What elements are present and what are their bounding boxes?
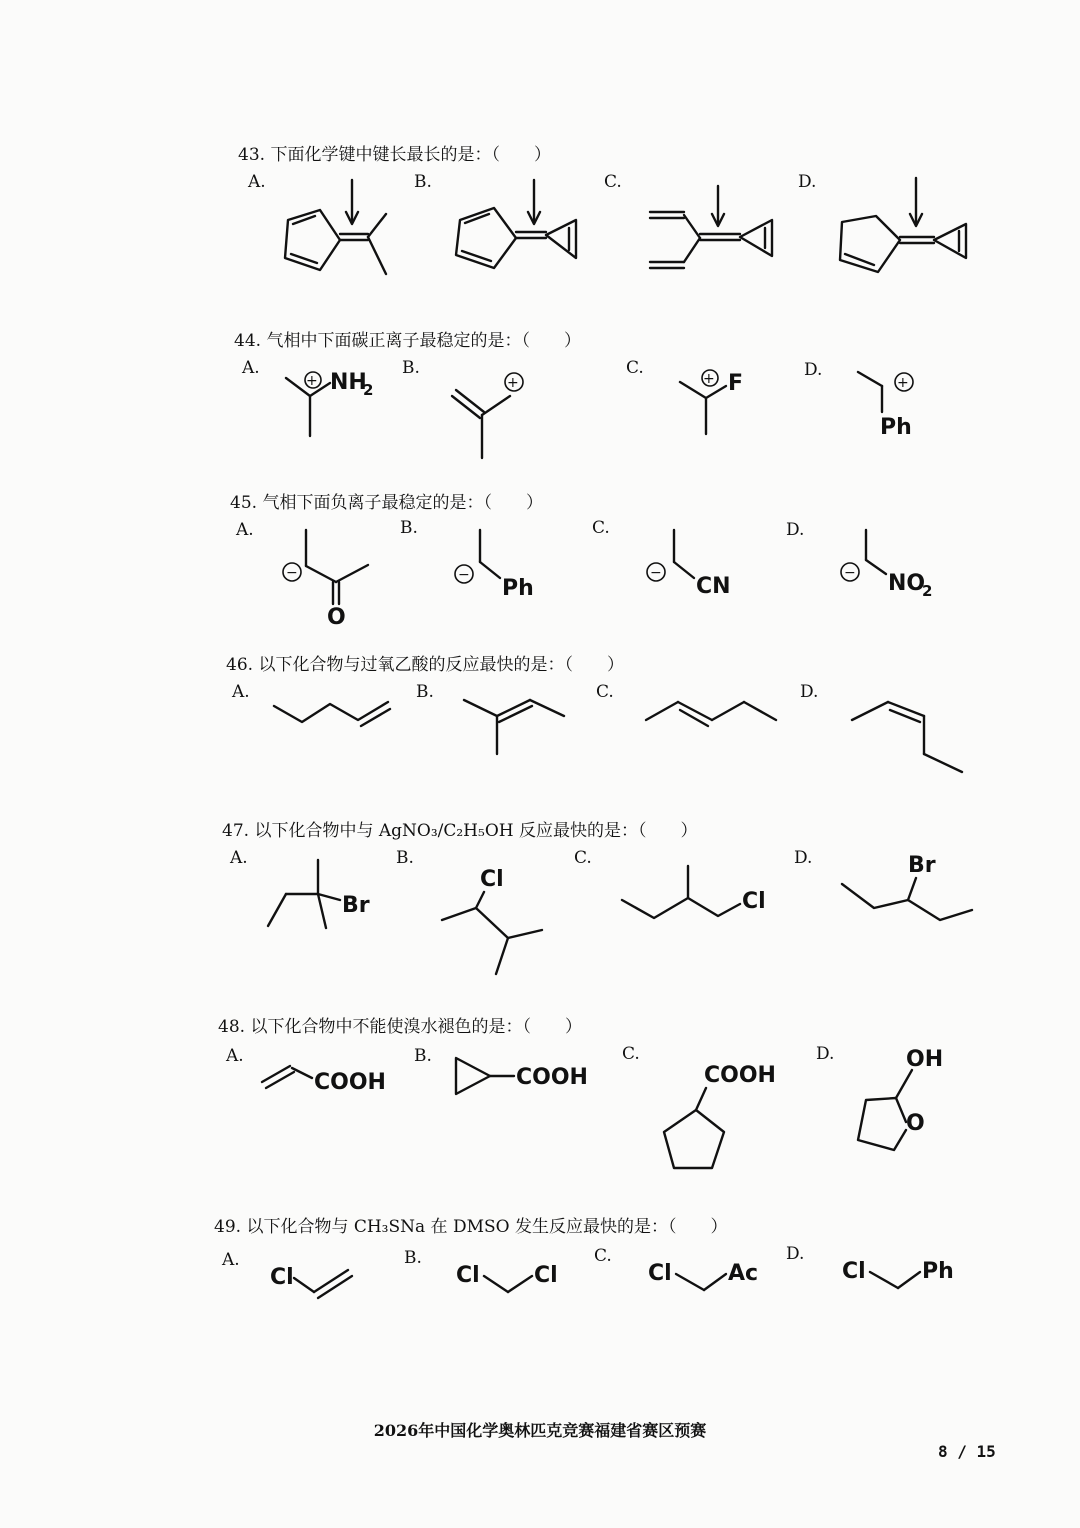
q43-option-b: B. <box>414 172 432 192</box>
q49-option-a: A. <box>222 1250 240 1270</box>
q48-c-cooh-label: COOH <box>704 1063 776 1088</box>
q49-a-structure <box>270 1265 352 1298</box>
q45-a-o-label: O <box>327 605 346 630</box>
question-46: 46. 以下化合物与过氧乙酸的反应最快的是：（ ） <box>226 655 624 675</box>
q45-b-ph-label: Ph <box>502 576 534 601</box>
q47-d-br-label: Br <box>908 853 936 878</box>
q48-a-cooh-label: COOH <box>314 1070 386 1095</box>
q46-option-c: C. <box>596 682 614 702</box>
q45-option-d: D. <box>786 520 805 540</box>
question-48: 48. 以下化合物中不能使溴水褪色的是：（ ） <box>218 1017 582 1037</box>
q44-d-plus: + <box>897 375 909 391</box>
question-49: 49. 以下化合物与 CH₃SNa 在 DMSO 发生反应最快的是：（ ） <box>214 1217 728 1237</box>
q45-option-a: A. <box>236 520 254 540</box>
q49-b-cl2-label: Cl <box>534 1263 558 1288</box>
q49-d-structure <box>842 1259 954 1288</box>
q47-c-cl-label: Cl <box>742 889 766 914</box>
q49-d-cl-label: Cl <box>842 1259 866 1284</box>
question-47: 47. 以下化合物中与 AgNO₃/C₂H₅OH 反应最快的是：（ ） <box>222 821 698 841</box>
q47-b-cl-label: Cl <box>480 867 504 892</box>
q47-option-a: A. <box>230 848 248 868</box>
q45-d-no2-label: NO <box>888 571 926 596</box>
q44-option-d: D. <box>804 360 823 380</box>
q48-option-a: A. <box>226 1046 244 1066</box>
q45-c-minus: − <box>650 565 662 581</box>
footer-title: 2026年中国化学奥林匹克竞赛福建省赛区预赛 <box>373 1421 707 1440</box>
q46-option-d: D. <box>800 682 819 702</box>
q44-c-f-label: F <box>728 371 744 396</box>
q47-option-d: D. <box>794 848 813 868</box>
q49-option-b: B. <box>404 1248 422 1268</box>
q45-b-minus: − <box>458 567 470 583</box>
q49-b-structure <box>456 1263 558 1292</box>
q49-c-structure <box>648 1261 758 1290</box>
q48-b-cooh-label: COOH <box>516 1065 588 1090</box>
page-number: 8 / 15 <box>938 1442 996 1461</box>
q45-option-b: B. <box>400 518 418 538</box>
q44-d-ph-label: Ph <box>880 415 912 440</box>
q48-option-d: D. <box>816 1044 835 1064</box>
q49-option-c: C. <box>594 1246 612 1266</box>
q49-option-d: D. <box>786 1244 805 1264</box>
q44-option-a: A. <box>242 358 260 378</box>
q49-c-cl-label: Cl <box>648 1261 672 1286</box>
q45-option-c: C. <box>592 518 610 538</box>
q44-a-nh2-label: NH <box>330 370 367 395</box>
question-45: 45. 气相下面负离子最稳定的是：（ ） <box>230 493 543 513</box>
q48-d-o-label: O <box>906 1111 925 1136</box>
q45-d-no2-sub: 2 <box>922 582 933 600</box>
q44-a-plus: + <box>306 373 318 389</box>
q45-c-cn-label: CN <box>696 574 731 599</box>
q45-d-minus: − <box>844 565 856 581</box>
q49-a-cl-label: Cl <box>270 1265 294 1290</box>
q49-b-cl1-label: Cl <box>456 1263 480 1288</box>
question-44: 44. 气相中下面碳正离子最稳定的是：（ ） <box>234 331 581 351</box>
q43-option-a: A. <box>248 172 266 192</box>
q49-c-ac-label: Ac <box>728 1261 759 1286</box>
q47-a-br-label: Br <box>342 893 370 918</box>
q48-d-oh-label: OH <box>906 1047 944 1072</box>
q47-option-b: B. <box>396 848 414 868</box>
q43-option-c: C. <box>604 172 622 192</box>
q45-a-minus: − <box>286 565 298 581</box>
question-43: 43. 下面化学键中键长最长的是：（ ） <box>238 145 551 165</box>
q46-option-b: B. <box>416 682 434 702</box>
q44-option-b: B. <box>402 358 420 378</box>
q47-option-c: C. <box>574 848 592 868</box>
q44-c-plus: + <box>703 371 715 387</box>
q49-d-ph-label: Ph <box>922 1259 954 1284</box>
q48-option-c: C. <box>622 1044 640 1064</box>
q43-option-d: D. <box>798 172 817 192</box>
q44-option-c: C. <box>626 358 644 378</box>
q44-a-nh2-sub: 2 <box>363 381 374 399</box>
q44-b-plus: + <box>507 375 519 391</box>
q48-option-b: B. <box>414 1046 432 1066</box>
q46-option-a: A. <box>232 682 250 702</box>
